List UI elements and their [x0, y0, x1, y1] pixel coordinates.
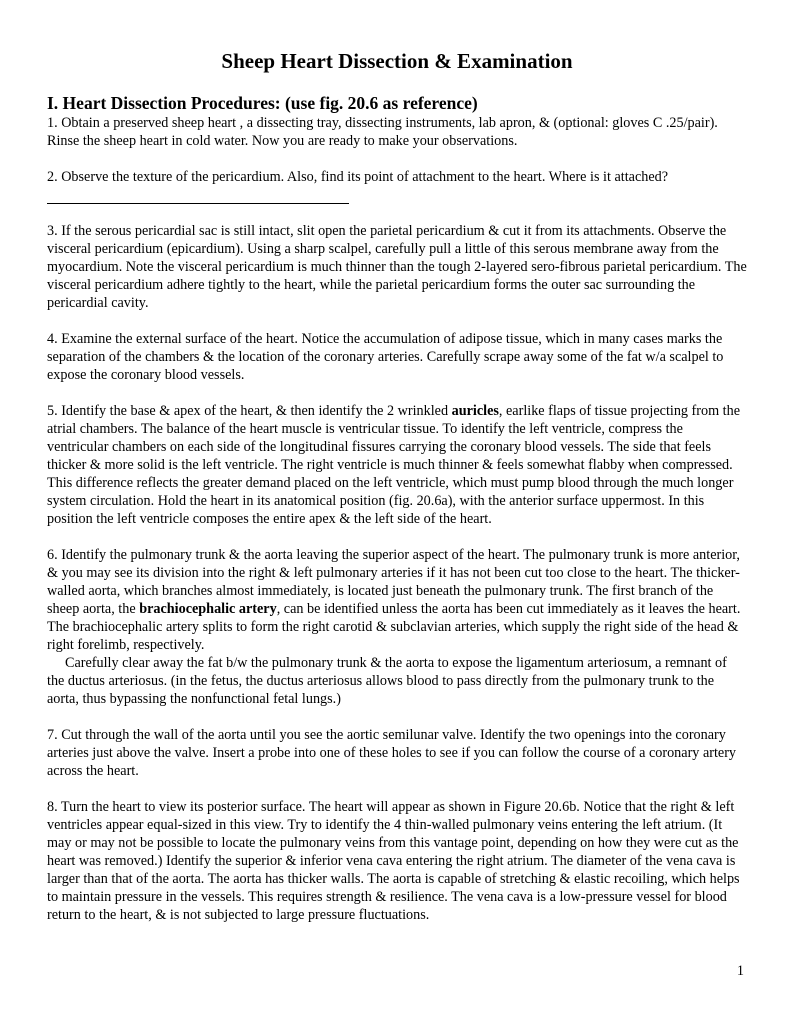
step-7: 7. Cut through the wall of the aorta until you see the aortic semilunar valve. Identify the two openings into the coronary arteries just above the valve. Insert a probe into one of these holes to see if you can follow the course of a coronary artery across the heart.	[47, 727, 737, 779]
step-5	[47, 402, 747, 528]
step-8: 8. Turn the heart to view its posterior surface. The heart will appear as shown in Figure 20.6b. Notice that the right & left ventricles appear equal-sized in this view. Try to identify the 4 thin-walled pulmonary veins entering the left atrium. (It may or may not be possible to locate the pulmonary veins from this vantage point, depending on how they were cut as the heart was removed.) Identify the superior & inferior vena cava entering the right atrium. The diameter of the vena cava is larger than that of the aorta. The aorta has thicker walls. The aorta is capable of stretching & elastic recoiling, which helps to maintain pressure in the vessels. This requires strength & resilience. The vena cava is a low-pressure vessel for blood return to the heart, & is not subjected to large pressure fluctuations.	[47, 799, 740, 923]
answer-blank-line	[47, 186, 349, 204]
document-page	[47, 48, 747, 924]
step-5-text-a: 5. Identify the base & apex of the heart, & then identify the 2 wrinkled	[47, 403, 452, 419]
term-brachiocephalic-artery: brachiocephalic artery	[139, 601, 277, 617]
step-6-continuation: Carefully clear away the fat b/w the pulmonary trunk & the aorta to expose the ligamentum arteriosum, a remnant of the ductus arteriosus. (in the fetus, the ductus arteriosus allows blood to pass directly from the pulmonary trunk to the aorta, thus bypassing the nonfunctional fetal lungs.)	[47, 655, 727, 707]
step-4: 4. Examine the external surface of the heart. Notice the accumulation of adipose tissue, which in many cases marks the separation of the chambers & the location of the coronary arteries. Carefully scrape away some of the fat w/a scalpel to expose the coronary blood vessels.	[47, 331, 724, 383]
step-6	[47, 546, 747, 654]
step-2: 2. Observe the texture of the pericardium. Also, find its point of attachment to the heart. Where is it attached?	[47, 169, 669, 185]
step-1: 1. Obtain a preserved sheep heart , a dissecting tray, dissecting instruments, lab apron, & (optional: gloves C .25/pair). Rinse the sheep heart in cold water. Now you are ready to make your observations.	[47, 115, 718, 149]
step-5-text-b: , earlike flaps of tissue projecting from the atrial chambers. The balance of the heart muscle is ventricular tissue. To identify the left ventricle, compress the ventricular chambers on each side of the longitudinal fissures carrying the coronary blood vessels. The side that feels thicker & more solid is the left ventricle. The right ventricle is much thinner & feels somewhat flabby when compressed. This difference reflects the greater demand placed on the left ventricle, which must pump blood through the much longer system circulation. Hold the heart in its anatomical position (fig. 20.6a), with the anterior surface uppermost. In this position the left ventricle composes the entire apex & the left side of the heart.	[47, 403, 741, 527]
step-6-text-a: 6. Identify the pulmonary trunk & the aorta leaving the superior aspect of the heart. The pulmonary trunk is more anterior, & you may see its division into the right & left pulmonary arteries if it has not been cut too close to the heart. The thicker-walled aorta, which branches almost immediately, is located just beneath the pulmonary trunk. The first branch of the sheep aorta, the	[47, 547, 740, 617]
term-auricles: auricles	[451, 403, 499, 419]
document-title: Sheep Heart Dissection & Examination	[221, 49, 573, 73]
step-3: 3. If the serous pericardial sac is still intact, slit open the parietal pericardium & cut it from its attachments. Observe the visceral pericardium (epicardium). Using a sharp scalpel, carefully pull a little of this serous membrane away from the myocardium. Note the visceral pericardium is much thinner than the tough 2-layered sero-fibrous parietal pericardium. The visceral pericardium adhere tightly to the heart, while the parietal pericardium forms the outer sac surrounding the pericardial cavity.	[47, 223, 747, 311]
step-6-text-b: , can be identified unless the aorta has been cut immediately as it leaves the heart. The brachiocephalic artery splits to form the right carotid & subclavian arteries, which supply the right side of the head & right forelimb, respectively.	[47, 601, 741, 653]
page-number: 1	[736, 963, 744, 979]
section-heading: I. Heart Dissection Procedures: (use fig. 20.6 as reference)	[47, 93, 478, 113]
